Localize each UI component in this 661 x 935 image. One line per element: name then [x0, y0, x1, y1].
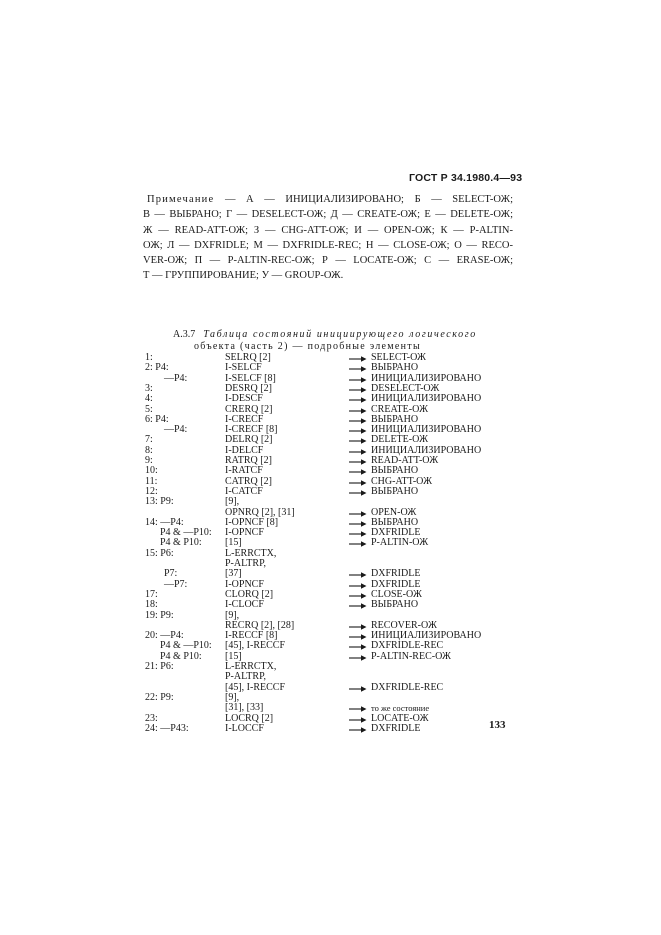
row-action: I-OPNCF [225, 578, 264, 590]
row-action: L-ERRCTX, [225, 547, 277, 559]
row-action: DELRQ [2] [225, 434, 273, 446]
right-arrow-icon [348, 569, 368, 579]
row-action: RECRQ [2], [28] [225, 619, 295, 631]
row-condition: 17: [145, 588, 158, 600]
row-condition: 23: [145, 712, 158, 724]
row-condition: 3: [145, 382, 153, 394]
row-next-state: ИНИЦИАЛИЗИРОВАНО [371, 372, 482, 384]
table-row [0, 631, 661, 641]
row-condition: P4 & —P10: [160, 640, 212, 652]
row-action: [45], I-RECCF [225, 681, 285, 693]
row-action: I-DELCF [225, 444, 264, 456]
row-next-state: DXFRIDLE [371, 568, 421, 580]
row-next-state: DELETE-ОЖ [371, 434, 429, 446]
row-condition: 15: P6: [145, 547, 174, 559]
table-row [0, 435, 661, 445]
row-next-state: DXFRIDLE [371, 578, 421, 590]
row-condition: P7: [164, 568, 178, 580]
row-condition: P4 & —P10: [160, 527, 212, 539]
row-action: [9], [225, 691, 240, 703]
right-arrow-icon [348, 487, 368, 497]
row-action: I-CRECF [8] [225, 424, 278, 436]
row-condition: 20: —P4: [145, 630, 184, 642]
row-action: I-CRECF [225, 413, 264, 425]
row-condition: P4 & P10: [160, 537, 202, 549]
row-action: I-DESCF [225, 393, 263, 405]
row-next-state: RECOVER-ОЖ [371, 619, 437, 631]
table-title-line2: объекта (часть 2) — подробные элементы [194, 340, 421, 352]
row-condition: 5: [145, 403, 153, 415]
note-line: В — ВЫБРАНО; Г — DESELECT-ОЖ; Д — CREATE-ОЖ; Е — DELETE-ОЖ; [143, 209, 513, 221]
note-line: VER-ОЖ; П — P-ALTIN-REC-ОЖ; Р — LOCATE-ОЖ; С — ERASE-ОЖ; [143, 255, 513, 267]
standard-header: ГОСТ Р 34.1980.4—93 [409, 172, 523, 184]
right-arrow-icon [348, 631, 368, 641]
row-next-state: LOCATE-ОЖ [371, 712, 429, 724]
table-row [0, 590, 661, 600]
row-next-state: CHG-ATT-ОЖ [371, 475, 433, 487]
right-arrow-icon [348, 425, 368, 435]
row-next-state: CREATE-ОЖ [371, 403, 429, 415]
table-row [0, 425, 661, 435]
row-condition: 18: [145, 599, 158, 611]
row-condition: 4: [145, 393, 153, 405]
right-arrow-icon [348, 405, 368, 415]
row-next-state: ВЫБРАНО [371, 599, 419, 611]
note-label: Примечание [147, 194, 215, 205]
row-next-state: P-ALTIN-ОЖ [371, 537, 429, 549]
right-arrow-icon [348, 724, 368, 734]
right-arrow-icon [348, 415, 368, 425]
right-arrow-icon [348, 374, 368, 384]
table-row [0, 405, 661, 415]
right-arrow-icon [348, 353, 368, 363]
row-action: [31], [33] [225, 702, 264, 714]
table-row [0, 374, 661, 384]
right-arrow-icon [348, 508, 368, 518]
table-row [0, 641, 661, 651]
row-action: OPNRQ [2], [31] [225, 506, 295, 518]
row-action: I-OPNCF [225, 527, 264, 539]
table-row [0, 456, 661, 466]
table-row [0, 549, 661, 559]
row-condition: 11: [145, 475, 158, 487]
row-next-state: SELECT-ОЖ [371, 352, 427, 363]
row-action: [15] [225, 650, 242, 662]
row-action: I-CATCF [225, 485, 263, 497]
row-action: SELRQ [2] [225, 352, 271, 363]
right-arrow-icon [348, 435, 368, 445]
note-line: Ж — READ-ATT-ОЖ; З — CHG-ATT-ОЖ; И — OPEN-ОЖ; К — P-ALTIN- [143, 224, 513, 236]
right-arrow-icon [348, 590, 368, 600]
table-row [0, 662, 661, 672]
table-row [0, 580, 661, 590]
row-next-state: ВЫБРАНО [371, 362, 419, 374]
table-row [0, 508, 661, 518]
row-action: I-LOCCF [225, 722, 264, 734]
right-arrow-icon [348, 652, 368, 662]
row-next-state: ВЫБРАНО [371, 485, 419, 497]
table-row [0, 353, 661, 363]
row-condition: 6: P4: [145, 413, 169, 425]
note-line: Примечание — А — ИНИЦИАЛИЗИРОВАНО; Б — SELECT-ОЖ; [147, 194, 513, 205]
table-row [0, 394, 661, 404]
right-arrow-icon [348, 538, 368, 548]
table-row [0, 415, 661, 425]
row-condition: 12: [145, 485, 158, 497]
row-next-state: P-ALTIN-REC-ОЖ [371, 650, 452, 662]
row-condition: 1: [145, 352, 153, 363]
row-action: LOCRQ [2] [225, 712, 274, 724]
row-action: [15] [225, 537, 242, 549]
row-condition: 22: P9: [145, 691, 174, 703]
row-next-state: ВЫБРАНО [371, 413, 419, 425]
right-arrow-icon [348, 456, 368, 466]
row-next-state: OPEN-ОЖ [371, 506, 417, 518]
row-next-state: READ-ATT-ОЖ [371, 455, 439, 466]
row-condition: 24: —P43: [145, 722, 189, 734]
table-row [0, 487, 661, 497]
table-row [0, 559, 661, 569]
right-arrow-icon [348, 528, 368, 538]
row-action: [37] [225, 568, 242, 580]
table-row [0, 363, 661, 373]
table-row [0, 384, 661, 394]
table-title-line1: Таблица состояний инициирующего логического [203, 329, 477, 340]
row-action: [9], [225, 609, 240, 621]
row-action: CRERQ [2] [225, 403, 273, 415]
row-condition: 8: [145, 444, 153, 456]
table-row [0, 672, 661, 682]
row-action: P-ALTRP, [225, 558, 267, 569]
table-row [0, 714, 661, 724]
row-next-state: ВЫБРАНО [371, 465, 419, 477]
row-action: P-ALTRP, [225, 671, 267, 683]
row-condition: 19: P9: [145, 609, 174, 621]
right-arrow-icon [348, 384, 368, 394]
row-condition: 21: P6: [145, 661, 174, 672]
table-number: А.3.7 [173, 329, 196, 340]
right-arrow-icon [348, 446, 368, 456]
right-arrow-icon [348, 683, 368, 693]
page-number: 133 [489, 719, 506, 731]
table-row [0, 518, 661, 528]
row-next-state: ИНИЦИАЛИЗИРОВАНО [371, 444, 482, 456]
row-action: I-SELCF [225, 362, 262, 374]
row-next-state: DXFRIDLE [371, 527, 421, 539]
row-next-state: ВЫБРАНО [371, 516, 419, 528]
table-row [0, 569, 661, 579]
table-title [173, 329, 533, 352]
table-row [0, 600, 661, 610]
right-arrow-icon [348, 477, 368, 487]
table-row [0, 683, 661, 693]
table-row [0, 652, 661, 662]
row-next-state: DXFRIDLE [371, 722, 421, 734]
row-action: DESRQ [2] [225, 382, 272, 394]
row-next-state: то же состояние [371, 703, 430, 714]
row-action: I-CLOCF [225, 599, 264, 611]
row-condition: 13: P9: [145, 496, 174, 508]
right-arrow-icon [348, 580, 368, 590]
right-arrow-icon [348, 363, 368, 373]
right-arrow-icon [348, 518, 368, 528]
note-block [143, 192, 513, 284]
note-line: Т — ГРУППИРОВАНИЕ; У — GROUP-ОЖ. [143, 270, 344, 282]
table-row [0, 724, 661, 734]
row-action: I-SELCF [8] [225, 372, 276, 384]
row-action: [9], [225, 496, 240, 508]
table-row [0, 477, 661, 487]
row-action: CATRQ [2] [225, 475, 272, 487]
row-condition: —P4: [164, 372, 188, 384]
row-action: I-RECCF [8] [225, 630, 278, 642]
table-row [0, 693, 661, 703]
row-action: CLORQ [2] [225, 588, 274, 600]
row-next-state: ИНИЦИАЛИЗИРОВАНО [371, 393, 482, 405]
row-action: RATRQ [2] [225, 455, 272, 466]
row-action: L-ERRCTX, [225, 661, 277, 672]
row-condition: —P4: [164, 424, 188, 436]
right-arrow-icon [348, 394, 368, 404]
row-condition: 14: —P4: [145, 516, 184, 528]
row-next-state: DESELECT-ОЖ [371, 382, 440, 394]
table-row [0, 497, 661, 507]
table-row [0, 528, 661, 538]
row-condition: 9: [145, 455, 153, 466]
table-row [0, 446, 661, 456]
row-condition: 7: [145, 434, 153, 446]
row-action: I-OPNCF [8] [225, 516, 279, 528]
row-condition: 2: P4: [145, 362, 169, 374]
row-next-state: CLOSE-ОЖ [371, 588, 422, 600]
row-next-state: ИНИЦИАЛИЗИРОВАНО [371, 424, 482, 436]
row-condition: P4 & P10: [160, 650, 202, 662]
row-condition: 10: [145, 465, 158, 477]
table-row [0, 466, 661, 476]
row-next-state: ИНИЦИАЛИЗИРОВАНО [371, 630, 482, 642]
row-action: I-RATCF [225, 465, 263, 477]
row-condition: —P7: [164, 578, 188, 590]
row-action: [45], I-RECCF [225, 640, 285, 652]
row-next-state: DXFRIDLE-REC [371, 681, 444, 693]
row-next-state: DXFRIDLE-REC [371, 640, 444, 652]
right-arrow-icon [348, 703, 368, 713]
right-arrow-icon [348, 714, 368, 724]
table-row [0, 621, 661, 631]
table-row [0, 538, 661, 548]
right-arrow-icon [348, 621, 368, 631]
right-arrow-icon [348, 641, 368, 651]
table-row [0, 611, 661, 621]
right-arrow-icon [348, 466, 368, 476]
right-arrow-icon [348, 600, 368, 610]
table-row [0, 703, 661, 713]
note-line: ОЖ; Л — DXFRIDLE; М — DXFRIDLE-REC; Н — CLOSE-ОЖ; О — RECO- [143, 239, 513, 251]
